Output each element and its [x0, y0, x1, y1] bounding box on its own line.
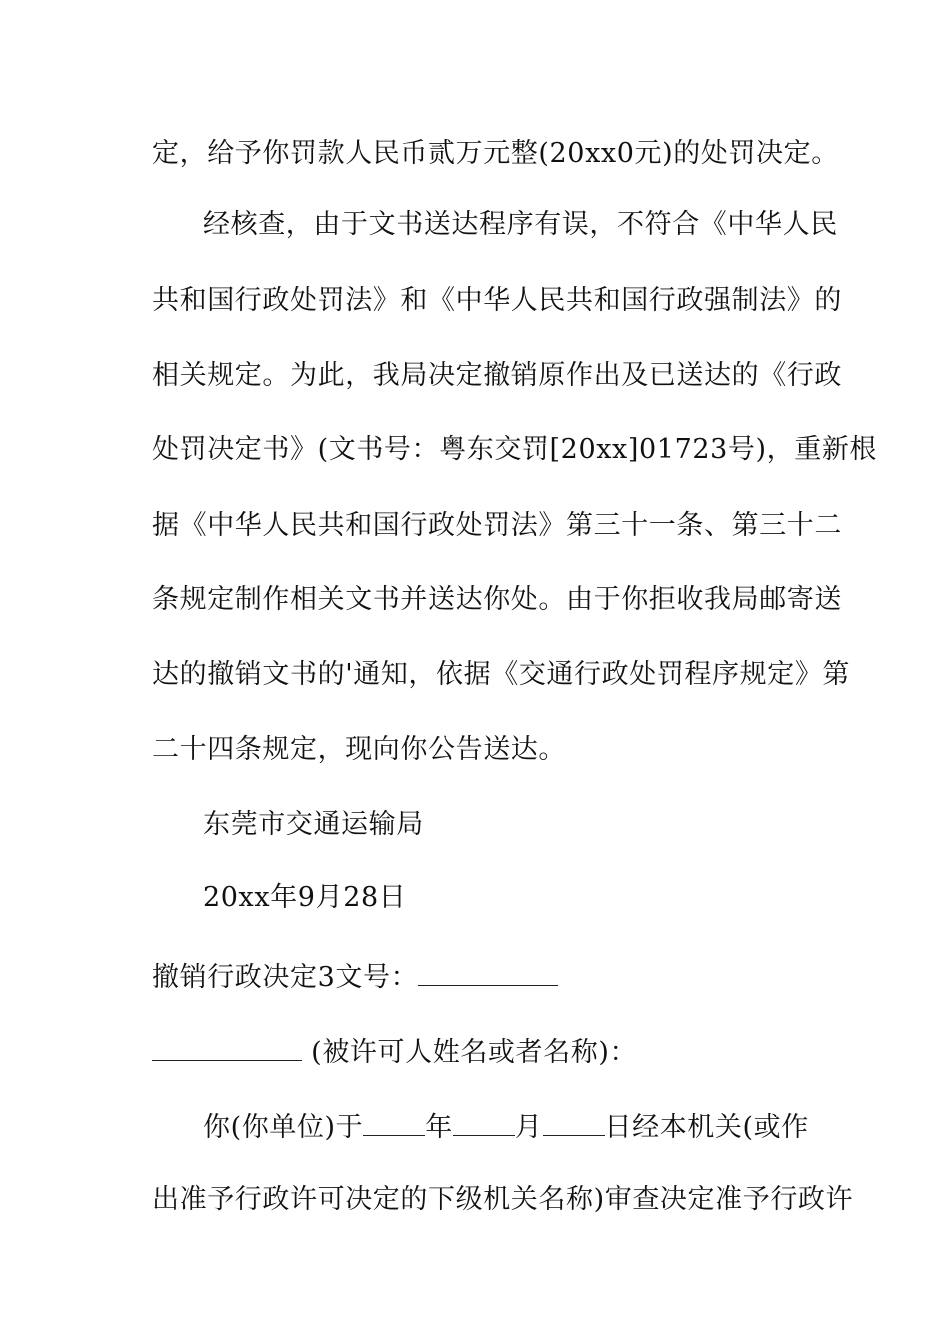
text-line-8: 达的撤销文书的'通知，依据《交通行政处罚程序规定》第 [152, 659, 851, 690]
text-line-1: 定，给予你罚款人民币贰万元整(20xx0元)的处罚决定。 [152, 138, 839, 169]
text-line-7: 条规定制作相关文书并送达你处。由于你拒收我局邮寄送 [152, 584, 842, 615]
para3-year: 年 [425, 1112, 453, 1143]
doc-number-blank [418, 955, 558, 986]
paragraph-3-line-2: 出准予行政许可决定的下级机关名称)审查决定准予行政许 [152, 1184, 854, 1215]
para3-part1: 你(你单位)于 [203, 1112, 364, 1143]
year-blank [363, 1105, 425, 1136]
doc-number-label: 撤销行政决定3文号： [152, 962, 419, 993]
para3-month: 月 [514, 1112, 543, 1143]
text-line-2: 经核查，由于文书送达程序有误，不符合《中华人民 [203, 209, 838, 240]
signature-organization: 东莞市交通运输局 [203, 809, 424, 840]
text-line-5: 处罚决定书》(文书号：粤东交罚[20xx]01723号)，重新根 [152, 434, 878, 465]
addressee-line [152, 1030, 637, 1070]
month-blank [453, 1105, 515, 1136]
text-line-9: 二十四条规定，现向你公告送达。 [152, 734, 566, 765]
text-line-6: 据《中华人民共和国行政处罚法》第三十一条、第三十二 [152, 510, 842, 541]
para3-part2: 日经本机关(或作 [604, 1112, 809, 1143]
paragraph-3-line-1 [203, 1105, 809, 1145]
text-line-4: 相关规定。为此，我局决定撤销原作出及已送达的《行政 [152, 360, 842, 391]
addressee-suffix: (被许可人姓名或者名称)： [302, 1037, 638, 1068]
addressee-blank [152, 1030, 302, 1061]
day-blank [543, 1105, 605, 1136]
doc-number-line [152, 955, 558, 995]
text-line-3: 共和国行政处罚法》和《中华人民共和国行政强制法》的 [152, 285, 842, 316]
signature-date: 20xx年9月28日 [203, 882, 407, 913]
